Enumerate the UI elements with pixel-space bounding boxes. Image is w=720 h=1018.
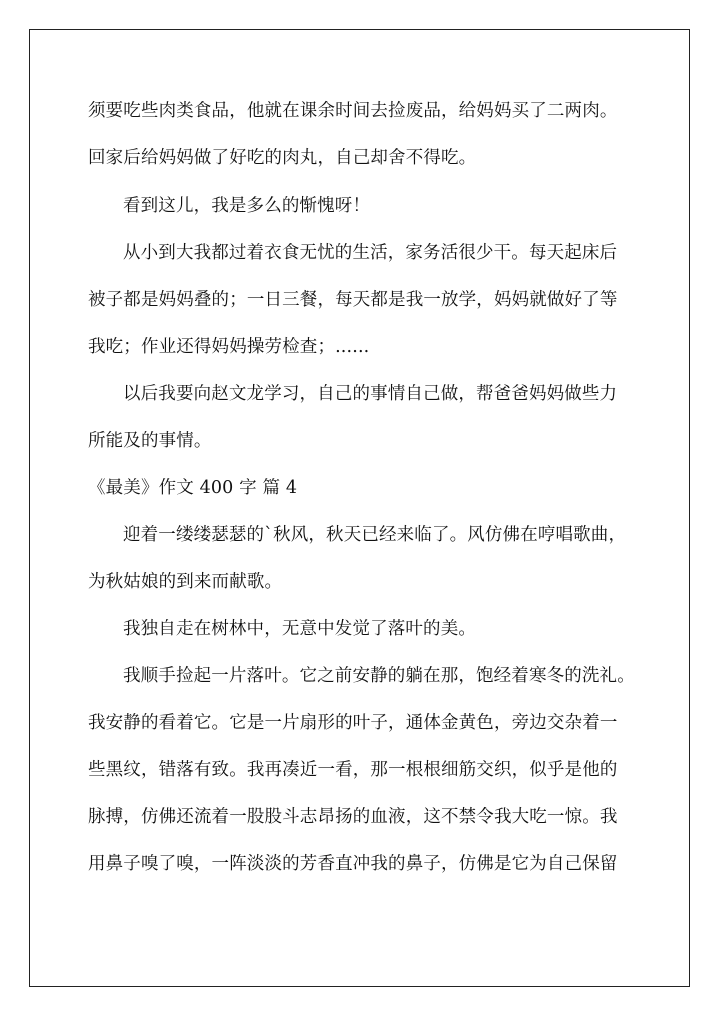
- text-line: 我安静的看着它。它是一片扇形的叶子，通体金黄色，旁边交杂着一: [88, 713, 618, 733]
- paragraph-start: 从小到大我都过着衣食无忧的生活，家务活很少干。每天起床后: [123, 243, 618, 263]
- page-border: [29, 29, 690, 987]
- text-line: 所能及的事情。: [88, 431, 212, 451]
- paragraph-start: 以后我要向赵文龙学习，自己的事情自己做，帮爸爸妈妈做些力: [123, 384, 618, 404]
- text-line: 我吃；作业还得妈妈操劳检查；......: [88, 337, 370, 357]
- text-line: 脉搏，仿佛还流着一股股斗志昂扬的血液，这不禁令我大吃一惊。我: [88, 807, 618, 827]
- text-line: 被子都是妈妈叠的；一日三餐，每天都是我一放学，妈妈就做好了等: [88, 290, 618, 310]
- text-line: 回家后给妈妈做了好吃的肉丸，自己却舍不得吃。: [88, 148, 477, 168]
- text-line: 些黑纹，错落有致。我再凑近一看，那一根根细筋交织，似乎是他的: [88, 760, 618, 780]
- text-line: 为秋姑娘的到来而献歌。: [88, 572, 283, 592]
- section-heading: 《最美》作文 400 字 篇 4: [88, 478, 298, 498]
- paragraph-start: 看到这儿，我是多么的惭愧呀！: [123, 196, 371, 216]
- paragraph-start: 我独自走在树林中，无意中发觉了落叶的美。: [123, 619, 476, 639]
- paragraph-start: 迎着一缕缕瑟瑟的`秋风，秋天已经来临了。风仿佛在哼唱歌曲，: [123, 525, 627, 545]
- text-line: 用鼻子嗅了嗅，一阵淡淡的芳香直冲我的鼻子，仿佛是它为自己保留: [88, 854, 618, 874]
- paragraph-start: 我顺手捡起一片落叶。它之前安静的躺在那，饱经着寒冬的洗礼。: [123, 666, 635, 686]
- text-line: 须要吃些肉类食品，他就在课余时间去捡废品，给妈妈买了二两肉。: [88, 101, 618, 121]
